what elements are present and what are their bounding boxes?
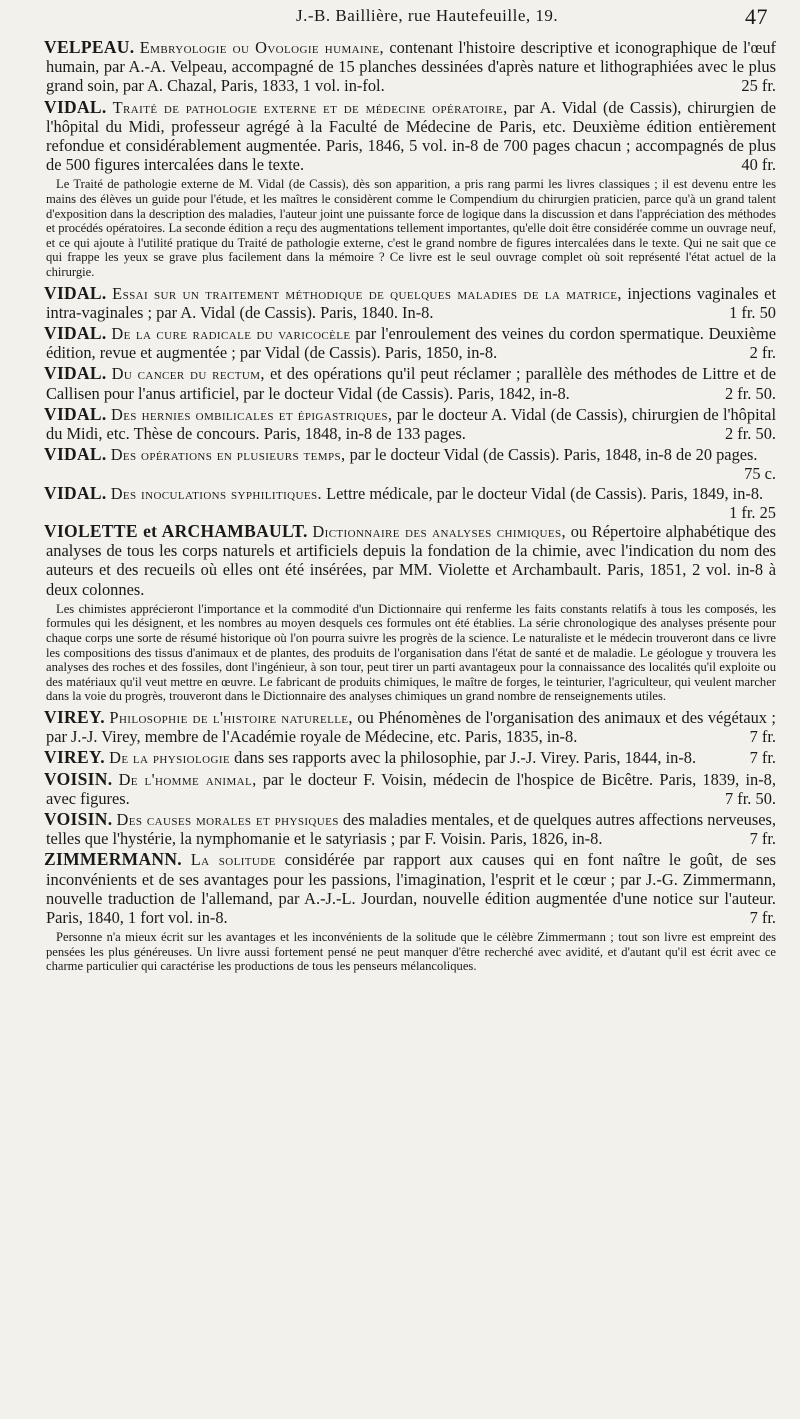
entry-price: 1 fr. 25: [729, 502, 776, 522]
entry-price: 7 fr. 50.: [725, 788, 776, 808]
entry-author: VIDAL.: [44, 322, 107, 343]
catalogue-entry: [44, 482, 776, 522]
entry-price: 75 c.: [744, 464, 776, 484]
catalogue-entry: [46, 748, 776, 767]
entry-author: VIDAL.: [44, 482, 107, 503]
entry-subject: Essai sur un traitement méthodique de quelques maladies de la matrice,: [112, 283, 622, 303]
entry-description: injections vaginales et intra-vaginales ; par A. Vidal (de Cassis). Paris, 1840. In-8.: [46, 283, 776, 322]
catalogue-entry: [46, 38, 776, 96]
entry-description: par A. Vidal (de Cassis), chirurgien de l'hôpital du Midi, professeur agrégé à la Faculté de Médecine de Paris, etc. Deuxième édition entièrement refondue et considérablement augmentée. Paris, 1846, 5 vol. in-8 de 700 pages chacun ; accompagnés de plus de 500 figures intercalées dans le texte.: [46, 97, 777, 175]
entry-description: ou Répertoire alphabétique des analyses de tous les corps naturels et artificiels depuis la fondation de la chimie, avec l'indication du nom des auteurs et des recueils où elles ont été insérées, par MM. Violette et Archambault. Paris, 1851, 2 vol. in-8 à deux colonnes.: [46, 522, 776, 599]
entry-author: ZIMMERMANN.: [44, 849, 182, 870]
catalogue-entry: [46, 364, 776, 402]
entry-subject: La solitude: [190, 850, 276, 870]
catalogue-entry: [46, 522, 776, 599]
catalogue-entry: [46, 324, 776, 362]
entry-subject: Dictionnaire des analyses chimiques,: [312, 522, 566, 542]
entry-author: VIOLETTE et ARCHAMBAULT.: [44, 521, 308, 542]
running-head: [46, 4, 776, 38]
entry-description: considérée par rapport aux causes qui en font naître le goût, de ses inconvénients et de ses avantages pour les passions, l'imagination, l'esprit et le cœur ; par J.-G. Zimmermann, nouvelle traduction de l'allemand, par A.-J.-L. Jourdan, nouvelle édition augmentée d'une notice sur l'auteur. Paris, 1840, 1 fort vol. in-8.: [46, 850, 776, 928]
entry-author: VIDAL.: [44, 403, 107, 424]
entry-price: 7 fr.: [749, 908, 776, 928]
entry-price: 2 fr. 50.: [725, 383, 776, 403]
entry-description: dans ses rapports avec la philosophie, par J.-J. Virey. Paris, 1844, in-8.: [234, 748, 697, 768]
entry-description: par le docteur A. Vidal (de Cassis), chirurgien de l'hôpital du Midi, etc. Thèse de concours. Paris, 1848, in-8 de 133 pages.: [46, 404, 777, 443]
entry-subject: Embryologie ou Ovologie humaine,: [139, 38, 384, 57]
entry-author: VIREY.: [44, 706, 105, 727]
entry-subject: Des opérations en plusieurs temps,: [110, 445, 346, 465]
catalogue-entries: [46, 38, 776, 974]
entry-author: VOISIN.: [44, 768, 113, 789]
entry-author: VIDAL.: [44, 282, 107, 303]
catalogue-entry: [46, 284, 776, 322]
entry-author: VIREY.: [44, 747, 105, 768]
catalogue-entry: [46, 770, 776, 808]
entry-note: Le Traité de pathologie externe de M. Vidal (de Cassis), dès son apparition, a pris rang parmi les livres classiques ; il est devenu entre les mains des élèves un guide pour l'étude, et les maîtres le considèrent comme le Compendium du chirurgien praticien, parce qu'à un grand talent d'exposition dans la description des maladies, l'auteur joint une puissante force de logique dans la discussion et dans l'appréciation des méthodes et procédés opératoires. La seconde édition a reçu des augmentations tellement importantes, qu'elle doit être considérée comme un ouvrage neuf, et ce qui ajoute à l'utilité pratique du Traité de pathologie externe, c'est le grand nombre de figures intercalées dans le texte. Qui ne sait que ce qui frappe les yeux se grave plus facilement dans la mémoire ? Ce livre est le seul ouvrage complet où soit représenté l'état actuel de la chirurgie.: [46, 177, 776, 279]
entry-subject: Du cancer du rectum,: [111, 364, 265, 384]
entry-description: par le docteur Vidal (de Cassis). Paris, 1848, in-8 de 20 pages.: [349, 445, 758, 465]
entry-description: ou Phénomènes de l'organisation des animaux et des végétaux ; par J.-J. Virey, membre de l'Académie royale de Médecine, etc. Paris, 1835, in-8.: [46, 707, 776, 747]
entry-subject: Philosophie de l'histoire naturelle,: [109, 707, 353, 727]
catalogue-entry: [44, 444, 776, 484]
entry-subject: Traité de pathologie externe et de médecine opératoire,: [112, 97, 508, 117]
entry-description: par l'enroulement des veines du cordon spermatique. Deuxième édition, revue et augmentée ; par Vidal (de Cassis). Paris, 1850, in-8.: [46, 323, 776, 363]
entry-subject: De la physiologie: [109, 748, 231, 768]
entry-description: et des opérations qu'il peut réclamer ; parallèle des méthodes de Littre et de Callisen pour l'anus artificiel, par le docteur Vidal (de Cassis). Paris, 1842, in-8.: [46, 364, 776, 403]
running-head-title: J.-B. Baillière, rue Hautefeuille, 19.: [296, 6, 559, 25]
entry-description: par le docteur F. Voisin, médecin de l'hospice de Bicêtre. Paris, 1839, in-8, avec figures.: [46, 769, 776, 808]
catalogue-entry: [46, 98, 776, 175]
catalogue-entry: [46, 405, 776, 443]
entry-price: 25 fr.: [741, 76, 776, 96]
entry-price: 7 fr.: [749, 829, 776, 849]
entry-subject: De l'homme animal,: [118, 769, 257, 789]
entry-price: 40 fr.: [741, 155, 776, 175]
entry-subject: De la cure radicale du varicocèle: [111, 323, 351, 343]
entry-subject: Des causes morales et physiques: [116, 810, 339, 829]
entry-author: VIDAL.: [44, 96, 107, 117]
catalogue-entry: [46, 810, 776, 848]
entry-description: contenant l'histoire descriptive et iconographique de l'œuf humain, par A.-A. Velpeau, accompagné de 15 planches dessinées d'après nature et lithographiées avec le plus grand soin, par A. Chazal, Paris, 1833, 1 vol. in-fol.: [46, 38, 776, 96]
entry-price: 7 fr.: [749, 727, 776, 747]
entry-note: Personne n'a mieux écrit sur les avantages et les inconvénients de la solitude que le célèbre Zimmermann ; tout son livre est empreint des pensées les plus généreuses. Un livre aussi fortement pensé ne peut manquer d'être recherché avec avidité, et d'autant qu'il est écrit avec ce charme particulier qui caractérise les productions de tous les penseurs mélancoliques.: [46, 930, 776, 974]
entry-author: VIDAL.: [44, 363, 107, 384]
entry-subject: Des inoculations syphilitiques.: [110, 483, 322, 503]
entry-author: VELPEAU.: [44, 37, 135, 57]
entry-author: VOISIN.: [44, 809, 113, 829]
entry-author: VIDAL.: [44, 444, 107, 465]
entry-price: 7 fr.: [749, 748, 776, 768]
entry-price: 1 fr. 50: [729, 302, 776, 322]
entry-subject: Des hernies ombilicales et épigastriques,: [110, 404, 393, 424]
page-number: 47: [745, 4, 768, 29]
catalogue-entry: [46, 850, 776, 927]
entry-price: 2 fr.: [749, 343, 776, 363]
entry-description: des maladies mentales, et de quelques autres affections nerveuses, telles que l'hystérie, la nymphomanie et le satyriasis ; par F. Voisin. Paris, 1826, in-8.: [46, 810, 776, 849]
entry-note: Les chimistes apprécieront l'importance et la commodité d'un Dictionnaire qui renferme les faits constants relatifs à tous les composés, les formules qui les désignent, et les nombres au moyen desquels ces formules ont été établies. La série chronologique des analyses présente pour chaque corps une sorte de résumé historique où l'on pourra suivre les progrès de la science. Le naturaliste et le médecin trouveront dans ce livre les compositions des tissus d'animaux et de plantes, des produits de l'organisation dans l'état de santé et de maladie. Le géologue y trouvera les analyses des roches et des fossiles, dont l'ingénieur, à son tour, peut tirer un parti avantageux pour la connaissance des localités qu'il exploite ou des matériaux qu'il veut mettre en œuvre. Le fabricant de produits chimiques, le maître de forges, le teinturier, l'agriculteur, qui veulent marcher dans la voie du progrès, trouveront dans le Dictionnaire des analyses chimiques un grand nombre de renseignements utiles.: [46, 601, 776, 704]
catalogue-entry: [46, 708, 776, 746]
entry-price: 2 fr. 50.: [725, 424, 776, 443]
entry-description: Lettre médicale, par le docteur Vidal (de Cassis). Paris, 1849, in-8.: [326, 483, 764, 503]
